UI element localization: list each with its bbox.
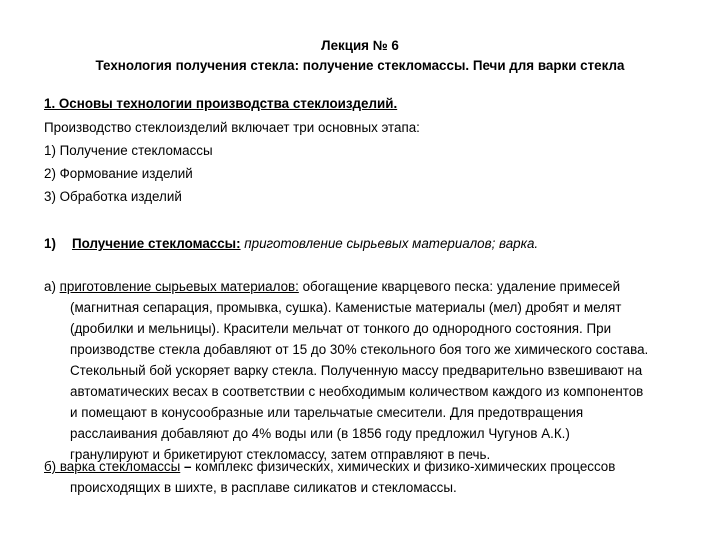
paragraph-b xyxy=(44,456,684,498)
paragraph-a-prefix: а) xyxy=(44,279,60,294)
paragraph-line: производстве стекла добавляют от 15 до 30% стекольного боя того же химического состава. xyxy=(70,342,649,357)
section-heading: 1. Основы технологии производства стеклоизделий. xyxy=(44,96,398,111)
paragraph-line: происходящих в шихте, в расплаве силикатов и стекломассы. xyxy=(70,480,457,495)
paragraph-a-term: приготовление сырьевых материалов: xyxy=(59,279,299,294)
step-item: 2) Формование изделий xyxy=(44,166,193,181)
point-description: приготовление сырьевых материалов; варка. xyxy=(240,236,539,251)
paragraph-line: (дробилки и мельницы). Красители мельчат от тонкого до однородного состояния. При xyxy=(70,321,612,336)
paragraph-b-first-line xyxy=(44,456,684,477)
point-number: 1) xyxy=(44,236,56,251)
step-item: 3) Обработка изделий xyxy=(44,189,182,204)
paragraph-a-text: обогащение кварцевого песка: удаление примесей xyxy=(298,279,621,294)
paragraph-line: Стекольный бой ускоряет варку стекла. Полученную массу предварительно взвешивают на xyxy=(70,363,643,378)
paragraph-a-first-line xyxy=(44,276,684,297)
paragraph-b-term: б) варка стекломассы xyxy=(44,459,181,474)
paragraph-b-dash: – xyxy=(180,459,196,474)
lecture-subtitle: Технология получения стекла: получение стекломассы. Печи для варки стекла xyxy=(95,58,625,73)
paragraph-line: гранулируют и брикетируют стекломассу, затем отправляют в печь. xyxy=(70,447,491,462)
paragraph-line: расслаивания добавляют до 4% воды или (в 1856 году предложил Чугунов А.К.) xyxy=(70,426,570,441)
point-label: Получение стекломассы: xyxy=(72,236,241,251)
paragraph-line: и помещают в конусообразные или тарельчатые смесители. Для предотвращения xyxy=(70,405,584,420)
paragraph-b-text: комплекс физических, химических и физико-химических процессов xyxy=(195,459,616,474)
paragraph-a xyxy=(44,276,684,465)
intro-text: Производство стеклоизделий включает три основных этапа: xyxy=(44,120,420,135)
step-item: 1) Получение стекломассы xyxy=(44,143,213,158)
lecture-title: Лекция № 6 xyxy=(321,38,399,53)
point-one xyxy=(44,236,538,251)
paragraph-line: (магнитная сепарация, промывка, сушка). Каменистые материалы (мел) дробят и мелят xyxy=(70,300,622,315)
paragraph-line: автоматических весах в соответствии с необходимым количеством каждого из компонентов xyxy=(70,384,644,399)
